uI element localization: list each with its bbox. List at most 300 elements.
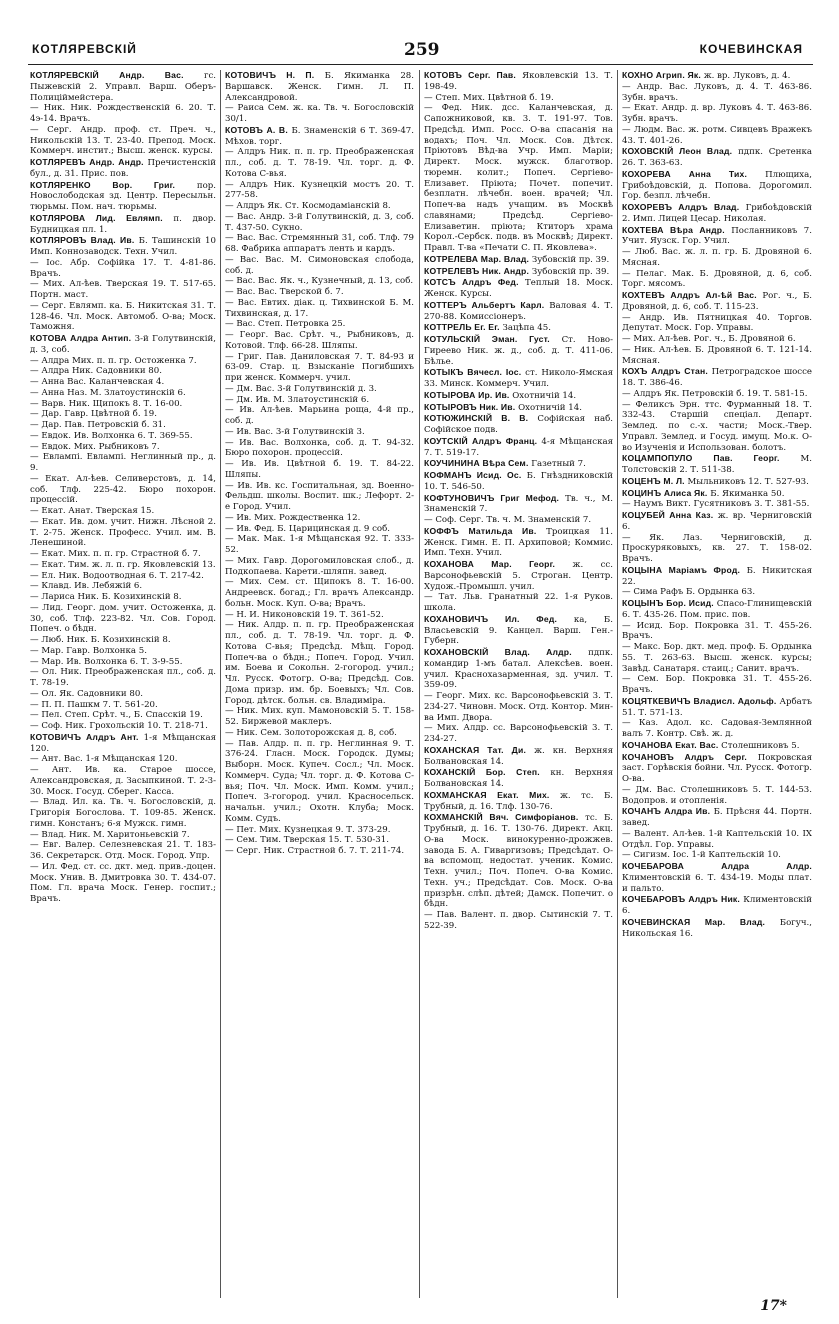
entry-details: ж. сс. Варсонофьевскій 5. Строган. Центр. Худож.-Промышл. учил. — [424, 560, 613, 592]
entry-details: — Ив. Мих. Рождественка 12. — [225, 512, 361, 523]
directory-entry — [622, 103, 812, 125]
directory-entry — [424, 614, 613, 647]
entry-surname: КОФФЪ Матильда Ив. — [424, 525, 537, 536]
entry-details: — Сигизм. Іос. 1-й Каптельскій 10. — [622, 850, 781, 861]
entry-surname: КОХАНОВА Мар. Георг. — [424, 559, 556, 569]
entry-details: — Ив. Вас. 3-й Голутвинскій 3. — [225, 426, 365, 437]
directory-entry — [30, 356, 216, 367]
entry-details: ж. кн. Верхняя Болвановская 14. — [424, 745, 613, 767]
entry-details: — Ив. Ив. кс. Госпитальная, зд. Военно-Фельдш. школы. Воспит. шк.; Лефорт. 2-е Город. Учил. — [225, 480, 414, 512]
directory-entry — [225, 481, 414, 513]
entry-details: — Лид. Георг. дом. учит. Остоженка, д. 30, соб. Тлф. 223-82. Чл. Сов. Город. Попеч. о бѣдн. — [30, 602, 216, 635]
directory-entry — [424, 367, 613, 390]
entry-surname: КОЦЫНА Маріамъ Фрод. — [622, 564, 741, 575]
directory-entry — [30, 635, 216, 646]
entry-surname: КОТОВЪ Серг. Пав. — [424, 70, 516, 80]
directory-column-2 — [225, 70, 414, 1298]
entry-details: — Анна Наз. М. Златоустинскій 6. — [30, 387, 186, 398]
entry-details: — Алдръ Ник. Кузнецкій мостъ 20. Т. 277-58. — [225, 179, 414, 201]
directory-entry — [30, 592, 216, 603]
directory-column-4 — [622, 70, 812, 1298]
entry-surname: КОЦЕНЪ М. Л. — [622, 475, 685, 486]
directory-entry — [424, 436, 613, 459]
entry-details: — Ол. Як. Садовники 80. — [30, 688, 144, 699]
entry-surname: КОТОВА Алдра Антип. — [30, 333, 132, 343]
running-head-left: КОТЛЯРЕВСКІЙ — [32, 42, 137, 56]
directory-entry — [424, 300, 613, 323]
entry-details: — Мар. Гавр. Волхонка 5. — [30, 645, 147, 656]
directory-entry — [424, 767, 613, 790]
entry-surname: КОТРЕЛЕВА Мар. Влад. — [424, 253, 530, 264]
directory-entry — [225, 212, 414, 234]
directory-entry — [424, 691, 613, 723]
entry-details: — Алдра Ник. Садовники 80. — [30, 366, 162, 377]
entry-details: Яковлевскій 13. Т. 198-49. — [424, 71, 613, 92]
entry-surname: КОТОВЪ А. В. — [225, 124, 288, 135]
entry-surname: КОЧЕВИНСКАЯ Мар. Влад. — [622, 916, 766, 927]
entry-details: — Як. Лаз. Черниговскій, д. Проскуряковыхъ, кв. 27. Т. 158-02. Врачъ. — [622, 532, 812, 564]
directory-entry — [622, 269, 812, 291]
running-head-right: КОЧЕВИНСКАЯ — [699, 42, 803, 56]
entry-surname: КОЧАНЪ Алдра Ив. — [622, 806, 711, 817]
directory-entry — [30, 388, 216, 399]
entry-details: — Екат. Тим. ж. л. п. гр. Яковлевскій 13. — [30, 559, 216, 570]
entry-details: Газетный 7. — [528, 459, 586, 470]
directory-entry — [30, 506, 216, 517]
entry-details: — Ив. Ал-ѣев. Марьина роща, 4-й пр., соб. д. — [225, 405, 414, 426]
directory-entry — [622, 850, 812, 861]
entry-details: ж. вр. Луковъ, д. 4. — [700, 71, 791, 81]
entry-details: Ст. Ново-Гиреево Ник. ж. д., соб. д. Т. 411-06. Бѣлье. — [424, 335, 613, 367]
directory-entry — [30, 431, 216, 442]
directory-entry — [30, 235, 216, 258]
page-number: 259 — [404, 40, 440, 60]
directory-entry — [30, 103, 216, 125]
directory-entry — [622, 861, 812, 894]
entry-surname: КОХОРЕВА Анна Тих. — [622, 168, 748, 179]
entry-details: — Евдок. Мих. Рыбниковъ 7. — [30, 441, 160, 452]
entry-details: — Алдра Мих. п. п. гр. Остоженка 7. — [30, 355, 197, 366]
directory-entry — [225, 405, 414, 427]
entry-details: — Ник. Ник. Рождественскій 6. 20. Т. 4э-14. Врачъ. — [30, 103, 216, 124]
entry-details: ст. Николо-Ямская 33. Минск. Коммерч. Учил. — [424, 368, 613, 389]
directory-entry — [30, 157, 216, 180]
entry-details: — Раиса Сем. ж. ка. Тв. ч. Богословскій 30/1. — [225, 103, 414, 124]
entry-details: — Пелаг. Мак. Б. Дровяной, д. 6, соб. Торг. мясомъ. — [622, 268, 812, 290]
directory-entry — [225, 125, 414, 148]
directory-entry — [622, 510, 812, 533]
entry-details: пдпк. Сретенка 26. Т. 363-63. — [622, 147, 812, 168]
entry-details: — Н. И. Никоновскій 19. Т. 361-52. — [225, 609, 384, 620]
entry-surname: КОТЫРОВА Ир. Ив. — [424, 389, 510, 400]
directory-entry — [622, 334, 812, 345]
entry-details: — Екат. Мих. п. п. гр. Страстной б. 7. — [30, 549, 201, 559]
directory-entry — [225, 556, 414, 578]
entry-surname: КОУЧИНИНА Вѣра Сем. — [424, 458, 529, 469]
directory-entry — [622, 202, 812, 225]
entry-details: — Георг. Вас. Срѣт. ч., Рыбниковъ, д. Котовой. Тлф. 66-28. Шляпы. — [225, 330, 414, 351]
entry-details: Б. Якиманка 50. — [707, 488, 785, 499]
directory-entry — [30, 301, 216, 333]
entry-details: — Соф. Ник. Грохольскій 10. Т. 218-71. — [30, 721, 208, 731]
entry-details: — Пав. Валент. п. двор. Сытинскій 7. Т. 522-39. — [424, 910, 613, 931]
directory-entry — [30, 840, 216, 862]
entry-details: Софійская наб. Софійское подв. — [424, 414, 613, 435]
directory-entry — [622, 146, 812, 169]
entry-details: — Вас. Андр. 3-й Голутвинскій, д. 3, соб. Т. 437-50. Сукно. — [225, 211, 414, 233]
entry-details: Зубовскій пр. 39. — [529, 254, 610, 265]
directory-entry — [30, 581, 216, 592]
directory-entry — [225, 298, 414, 320]
entry-details: М. Толстовскій 2. Т. 511-38. — [622, 454, 812, 475]
directory-entry — [622, 225, 812, 248]
page-header — [0, 0, 839, 66]
entry-details: — Люб. Ник. Б. Козихинскій 8. — [30, 635, 171, 645]
entry-details: — Мих. Гавр. Дорогомиловская слоб., д. Подкопаева. Карети.-шляпн. завед. — [225, 555, 414, 577]
entry-details: Климентовскій 6. — [622, 895, 812, 916]
entry-details: — Евдок. Ив. Волхонка 6. Т. 369-55. — [30, 430, 193, 441]
directory-entry — [30, 452, 216, 474]
directory-entry — [225, 384, 414, 395]
entry-details: — Пав. Алдр. п. п. гр. Неглинная 9. Т. 376-24. Гласн. Моск. Городск. Думы; Выборн. Моск. Купеч. Сосл.; Чл. Моск. Коммерч. Суда; Чл. торг. д. Ф. Котова С-вья; Поч. Чл. Моск. Имп. Комм. учил.; Попеч. 3-гогород. учил. Красносельск. начальн. учил.; Охотн. Клуба; Моск. Комм. Судъ. — [225, 738, 414, 824]
entry-details: Покровская заст. Горѣвскія бойни. Чл. Русск. Фотогр. О-ва. — [622, 752, 812, 784]
entry-details: — Степ. Мих. Цвѣтной б. 19. — [424, 92, 554, 103]
directory-entry — [225, 846, 414, 857]
directory-entry — [30, 667, 216, 689]
entry-details: — Макс. Бор. дкт. мед. проф. Б. Ордынка 55. Т. 263-63. Высш. женск. курсы; Завѣд. Санатаря. стаиц.; Санит. врачъ. — [622, 642, 812, 674]
entry-details: — Ел. Ник. Водоотводная 6. Т. 217-42. — [30, 570, 204, 581]
directory-entry — [424, 402, 613, 414]
entry-surname: КОТЫКЪ Вячесл. Іос. — [424, 367, 522, 378]
entry-details: Валовая 4. Т. 270-88. Комиссіонеръ. — [424, 300, 613, 322]
directory-entry — [225, 577, 414, 609]
entry-surname: КОЦУБЕЙ Анна Каз. — [622, 510, 714, 520]
entry-details: — Екат. Ив. дом. учит. Нижн. Лѣсной 2. Т. 2-75. Женск. Професс. Учил. им. В. Ленешиной. — [30, 516, 216, 549]
directory-entry — [622, 169, 812, 202]
entry-surname: КОТУЛЬСКІЙ Эман. Густ. — [424, 334, 550, 344]
directory-entry — [424, 745, 613, 768]
directory-entry — [424, 723, 613, 745]
directory-entry — [622, 829, 812, 851]
directory-entry — [30, 732, 216, 755]
entry-details: — Мар. Ив. Волхонка 6. Т. 3-9-55. — [30, 656, 183, 667]
entry-surname: КОТОВИЧЪ Алдръ Ант. — [30, 731, 139, 742]
directory-entry — [225, 330, 414, 352]
entry-details: — Исид. Бор. Покровка 31. Т. 455-26. Врачъ. — [622, 620, 812, 642]
entry-surname: КОТЛЯРЕВЪ Андр. Андр. — [30, 157, 144, 167]
directory-entry — [30, 657, 216, 668]
entry-details: Спасо-Глинищевскій 6. Т. 435-26. Пом. прис. пов. — [622, 599, 812, 620]
entry-surname: КОЧЕБАРОВЪ Алдръ Ник. — [622, 894, 741, 905]
directory-entry — [225, 147, 414, 179]
directory-entry — [622, 674, 812, 696]
entry-details: — Евлампі. Евлампі. Неглинный пр., д. 9. — [30, 452, 216, 473]
directory-entry — [424, 647, 613, 691]
entry-details: Грибоѣдовскій 2. Имп. Лицей Цесар. Николая. — [622, 203, 812, 224]
entry-details: — Евг. Валер. Селезневская 21. Т. 183-36. Секретарск. Отд. Моск. Город. Упр. — [30, 840, 216, 861]
directory-entry — [424, 790, 613, 813]
entry-surname: КОТТЕРЪ Альбертъ Карл. — [424, 299, 545, 310]
entry-surname: КОЦИНЪ Алиса Як. — [622, 487, 708, 498]
entry-surname: КОЧЕБАРОВА Алдра Алдр. — [622, 861, 812, 871]
entry-details: — Люб. Вас. ж. л. п. гр. Б. Дровяной 6. Мясная. — [622, 247, 812, 268]
entry-details: — Дм. Ив. М. Златоустинскій 6. — [225, 394, 370, 405]
directory-entry — [225, 610, 414, 621]
entry-details: — Серг. Ник. Страстной б. 7. Т. 211-74. — [225, 846, 405, 856]
directory-entry — [30, 517, 216, 549]
entry-surname: КОХОВСКІЙ Леон Влад. — [622, 146, 733, 157]
directory-entry — [225, 728, 414, 739]
entry-details: — Ол. Ник. Преображенская пл., соб. д. Т. 78-19. — [30, 667, 216, 688]
directory-entry — [424, 559, 613, 592]
entry-details: — Екат. Андр. д. вр. Луковъ 4. Т. 463-86. Зубн. врачъ. — [622, 103, 812, 124]
directory-entry — [622, 917, 812, 940]
entry-details: — Вас. Вас. Як. ч., Кузнечный, д. 13, соб. — [225, 276, 414, 287]
entry-details: Мыльниковъ 12. Т. 527-93. — [684, 476, 809, 487]
directory-entry — [622, 894, 812, 917]
entry-details: ка, Б. Власьевскій 9. Канцел. Варш. Ген.-Губерн. — [424, 614, 613, 647]
entry-surname: КОХНО Агрип. Як. — [622, 70, 701, 80]
directory-column-1 — [30, 70, 216, 1298]
column-divider — [617, 70, 618, 1298]
directory-entry — [622, 696, 812, 719]
entry-details: — Ил. Фед. ст. сс. дкт. мед. прив.-доцен. Моск. Унив. В. Дмитровка 30. Т. 434-07. Пом. Гл. врача Моск. Генер. госпит.; Врачъ. — [30, 861, 216, 904]
directory-entry — [30, 279, 216, 301]
directory-entry — [424, 413, 613, 436]
entry-details: — Сима Рафъ Б. Ордынка 63. — [622, 587, 756, 598]
entry-details: — Анна Вас. Каланчевская 4. — [30, 377, 165, 387]
directory-entry — [225, 513, 414, 524]
entry-details: — Серг. Андр. проф. ст. Преч. ч., Никольскій 13. Т. 23-40. Препод. Моск. Коммерч. инстит.; Высш. женск. курсы. — [30, 124, 216, 157]
directory-entry — [622, 247, 812, 269]
directory-entry — [30, 420, 216, 431]
entry-details: — Феликсъ Эрн. ттс. Фурманный 18. Т. 332-43. Старшій спеціал. Департ. Землед. по с.-х. части; Моск.-Твер. Управл. Землед. и Госуд. имущ. Мо.к. О-во Изученія и Использован. болотъ. — [622, 399, 812, 453]
directory-entry — [622, 806, 812, 829]
entry-details: 1-я Мѣщанская 120. — [30, 732, 216, 754]
directory-entry — [424, 70, 613, 93]
directory-entry — [622, 587, 812, 598]
directory-entry — [30, 399, 216, 410]
entry-details: — Лариса Ник. Б. Козихинскій 8. — [30, 592, 182, 602]
entry-details: 3-й Голутвинскій, д. 3, соб. — [30, 334, 216, 355]
directory-entry — [622, 125, 812, 147]
entry-details: — Ив. Вас. Волхонка, соб. д. Т. 94-32. Бюро похорон. процессій. — [225, 437, 414, 459]
entry-details: — Сем. Тим. Тверская 15. Т. 530-31. — [225, 835, 389, 846]
directory-entry — [424, 493, 613, 516]
entry-details: — Каз. Адол. кс. Садовая-Землянной валъ 7. Контр. Свѣ. ж. д. — [622, 718, 812, 739]
directory-entry — [30, 442, 216, 453]
entry-surname: КОТЛЯРОВА Лид. Евлямп. — [30, 212, 163, 223]
directory-entry — [225, 103, 414, 125]
directory-entry — [30, 603, 216, 635]
directory-entry — [622, 313, 812, 335]
directory-entry — [30, 830, 216, 841]
entry-details: 4-я Мѣщанская 7. Т. 519-17. — [424, 436, 613, 458]
directory-entry — [30, 560, 216, 571]
entry-details: — Алдръ Як. Петровскій б. 19. Т. 581-15. — [622, 388, 808, 399]
entry-details: пдпк. командир 1-мъ батал. Алексѣев. воен. учил. Краснохазарменная, зд. учил. Т. 359-09. — [424, 648, 613, 691]
entry-details: — Вас. Вас. Стремянный 31, соб. Тлф. 79 68. Фабрика аппаратъ ленть и кардъ. — [225, 233, 414, 254]
entry-details: Пречистенскій бул., д. 31. Прис. пов. — [30, 158, 216, 179]
entry-surname: КОХАНСКІЙ Бор. Степ. — [424, 767, 540, 778]
entry-details: — Людм. Вас. ж. ротм. Сивцевъ Вражекъ 43. Т. 401-26. — [622, 124, 812, 146]
directory-entry — [424, 322, 613, 334]
directory-entry — [622, 785, 812, 807]
entry-details: Зубовскій пр. 39. — [529, 266, 610, 277]
entry-details: — Ник. Ал-ѣев. Б. Дровяной 6. Т. 121-14. Мясная. — [622, 344, 812, 366]
entry-details: — Ант. Вас. 1-я Мѣщанская 120. — [30, 754, 178, 765]
directory-entry — [30, 646, 216, 657]
entry-surname: КОТОВИЧЪ Н. П. — [225, 70, 315, 80]
entry-details: Рог. ч., Б. Дровяной, д. 6, соб. Т. 115-23. — [622, 291, 812, 312]
directory-entry — [424, 390, 613, 402]
directory-entry — [30, 862, 216, 905]
entry-details: — Ник. Мих. куп. Мамоновскій 5. Т. 158-52. Биржевой маклеръ. — [225, 706, 414, 727]
directory-entry — [622, 366, 812, 389]
entry-details: тс. Б. Трубный, д. 16. Т. 130-76. Директ. Акц. О-ва Моск. винокуренно-дрожжев. завода Б. А. Гиваргизовъ; Предсѣдат. О-ва вспомощ. недостат. ученик. Комис. Техн. учил.; Поч. Попеч. О-ва Комис. Техн. уч.; Предсѣдат. Сов. Моск. О-ва призрѣн. слѣп. дѣтей; Дамск. Попечит. о бѣдн. — [424, 813, 613, 910]
directory-entry — [30, 409, 216, 420]
entry-details: — Дм. Вас. 3-й Голутвинскій д. 3. — [225, 383, 377, 394]
entry-details: — Алдръ Ник. п. п. гр. Преображенская пл., соб. д. Т. 78-19. Чл. торг. д. Ф. Котова С-вья. — [225, 147, 414, 179]
entry-details: — Сем. Бор. Покровка 31. Т. 455-26. Врачъ. — [622, 674, 812, 695]
entry-details: Тв. ч., М. Знаменскій 7. — [424, 493, 613, 515]
directory-entry — [225, 201, 414, 212]
entry-surname: КОХМАНСКІЙ Вяч. Симфоріанов. — [424, 812, 579, 823]
column-divider — [419, 70, 420, 1298]
entry-details: — Серг. Евлямп. ка. Б. Никитская 31. Т. 128-46. Чл. Моск. Автомоб. О-ва; Моск. Таможня. — [30, 300, 216, 333]
directory-entry — [424, 592, 613, 614]
entry-details: Б. Якиманка 28. Варшавск. Женск. Гимн. Л. П. Александровой. — [225, 71, 414, 103]
entry-surname: КОХТЕВА Вѣра Андр. — [622, 224, 725, 235]
directory-entry — [225, 352, 414, 384]
directory-entry — [622, 718, 812, 740]
entry-details: — Мих. Алдр. сс. Варсонофьевскій 3. Т. 234-27. — [424, 723, 613, 744]
entry-details: — Клавд. Ив. Лебяжій 6. — [30, 581, 143, 592]
directory-entry — [225, 427, 414, 438]
directory-entry — [622, 740, 812, 752]
directory-entry — [225, 825, 414, 836]
directory-entry — [30, 258, 216, 280]
entry-details: — Мих. Сем. ст. Щипокъ 8. Т. 16-00. Андреевск. богад.; Гл. врачъ Александр. больн. Моск. Куп. О-ва; Врачъ. — [225, 577, 414, 609]
directory-entry — [225, 835, 414, 846]
entry-surname: КОТЫРОВЪ Ник. Ив. — [424, 401, 516, 412]
entry-details: — Дар. Пав. Петровскій б. 31. — [30, 420, 166, 430]
entry-details: — Пет. Мих. Кузнецкая 9. Т. 373-29. — [225, 824, 391, 835]
entry-details: Богуч., Никольская 16. — [622, 917, 812, 939]
directory-entry — [225, 706, 414, 728]
entry-details: Б. Ташинскій 10 Имп. Коннозаводск. Техн. Учил. — [30, 236, 216, 257]
entry-surname: КОТЛЯРЕВСКІЙ Андр. Вас. — [30, 70, 184, 80]
directory-column-3 — [424, 70, 613, 1298]
directory-entry — [30, 333, 216, 356]
entry-details: ж. тс. Б. Трубный, д. 16. Тлф. 130-76. — [424, 790, 613, 812]
directory-entry — [225, 70, 414, 103]
directory-entry — [30, 721, 216, 732]
directory-entry — [622, 453, 812, 476]
directory-entry — [30, 710, 216, 721]
entry-surname: КОХТЕВЪ Алдръ Ал-ѣй Вас. — [622, 290, 757, 300]
directory-entry — [424, 812, 613, 910]
entry-surname: КОХАНОВСКІЙ Влад. Алдр. — [424, 647, 572, 657]
directory-entry — [424, 458, 613, 470]
column-divider — [220, 70, 221, 1298]
entry-details: пор. Новослободская зд. Центр. Пересыльн. тюрьмы. Пом. нач. тюрьмы. — [30, 180, 216, 212]
entry-surname: КОФМАНЪ Исид. Ос. — [424, 470, 522, 480]
entry-details: Охотничій 14. — [515, 402, 582, 413]
directory-entry — [30, 754, 216, 765]
entry-details: — Андр. Вас. Луковъ, д. 4. Т. 463-86. Зубн. врачъ. — [622, 81, 812, 103]
entry-details: Петроградское шоссе 18. Т. 386-46. — [622, 367, 812, 388]
directory-entry — [225, 534, 414, 556]
directory-entry — [30, 549, 216, 560]
directory-entry — [622, 290, 812, 313]
entry-details: — Григ. Пав. Даниловская 7. Т. 84-93 и 63-09. Стар. ц. Взысканіе Погибшихъ при женск. Коммерч. учил. — [225, 351, 414, 383]
directory-entry — [30, 213, 216, 236]
entry-surname: КОХМАНСКАЯ Екат. Мих. — [424, 789, 550, 800]
directory-entry — [225, 739, 414, 825]
directory-entry — [424, 254, 613, 266]
directory-entry — [225, 524, 414, 535]
directory-entry — [30, 70, 216, 103]
directory-entry — [622, 82, 812, 104]
entry-details: — Ник. Алдр. п. п. гр. Преображенская пл., соб. д. Т. 78-19. Чл. торг. д. Ф. Котова С-вья; Предсѣд. Мѣщ. Город. Попеч-ва о бѣдн.; Попеч. Город. Учил. им. Боева и Сокольн. 2-гогород. учил.; Чл. Русск. Фотогр. О-ва; Предсѣд. Сов. Дома призр. им. бр. Боевыхъ; Чл. Сов. Город. дѣтск. больн. св. Владиміра. — [225, 620, 414, 706]
entry-surname: КОТЮЖИНСКІЙ В. В. — [424, 413, 529, 424]
directory-entry — [424, 910, 613, 932]
entry-details: — Вас. Вас. Тверской б. 7. — [225, 287, 344, 297]
entry-details: — Вас. Вас. М. Симоновская слобода, соб. д. — [225, 254, 414, 276]
directory-entry — [30, 180, 216, 213]
entry-details: — Тат. Льв. Гранатный 22. 1-я Руков. школа. — [424, 592, 613, 613]
entry-details: — Валент. Ал-ѣев. 1-й Каптельскій 10. IX Отдѣл. Гор. Управы. — [622, 828, 812, 850]
entry-details: — Мих. Ал-ѣев. Тверская 19. Т. 517-65. Портн. маст. — [30, 279, 216, 300]
directory-entry — [424, 93, 613, 104]
entry-details: Климентовскій 6. Т. 434-19. Моды плат. и пальто. — [622, 872, 812, 894]
directory-entry — [30, 474, 216, 506]
signature-mark: 17* — [760, 1298, 787, 1314]
entry-details: — Дар. Гавр. Цвѣтной б. 19. — [30, 409, 157, 420]
header-rule — [28, 64, 813, 65]
entry-details: Плющиха, Грибоѣдовскій, д. Попова. Дорогомил. Гор. безпл. лѣчебн. — [622, 169, 812, 202]
directory-entry — [30, 377, 216, 388]
entry-details: п. двор. Будницкая пл. 1. — [30, 213, 216, 235]
directory-entry — [424, 515, 613, 526]
entry-details: — П. П. Пашкм 7. Т. 561-20. — [30, 699, 158, 710]
entry-details: — Фед. Ник. дсс. Каланчевская, д. Сапожниковой, кв. 3. Т. 191-97. Тов. Предсѣд. Имп. Росс. О-ва спасанія на водахъ; Поч. Чл. Моск. Сов. Дѣтск. Пріютовъ Вѣд-ва Учр. Имп. Маріи; Директ. Моск. мужск. благотвор. тюремн. колит.; Попеч. Сергіево-Елизавет. Пріюта; Почет. попечит. безплатн. лѣчебн. воен. врачей; Чл. Попеч-ва надъ учащим. въ Москвѣ славянами; Предсѣд. Сергіево-Елизаветин. пріюта; Ктиторъ храма Корол.-Сербск. подв. въ Москвѣ; Директ. Правл. Т-ва «Печати С. П. Яковлева». — [424, 103, 613, 253]
entry-surname: КОЦАМПОПУЛО Пав. Георг. — [622, 453, 780, 464]
entry-details: — Екат. Анат. Тверская 15. — [30, 506, 155, 516]
directory-entry — [622, 499, 812, 510]
directory-entry — [424, 266, 613, 278]
directory-entry — [30, 571, 216, 582]
entry-details: — Варв. Ник. Щипокъ 8. Т. 16-00. — [30, 398, 183, 409]
directory-entry — [225, 287, 414, 298]
entry-details: Посланниковъ 7. Учит. Яузск. Гор. Учил. — [622, 225, 812, 247]
entry-details: Б. Прѣсня 44. Портн. завед. — [622, 807, 812, 828]
entry-details: — Андр. Ив. Пятницкая 40. Торгов. Депутат. Моск. Гор. Управы. — [622, 312, 812, 334]
entry-surname: КОХЪ Алдръ Стан. — [622, 366, 708, 377]
entry-details: — Ив. Ив. Цвѣтной б. 19. Т. 84-22. Шляпы. — [225, 459, 414, 480]
entry-details: — Екат. Ал-ѣев. Селиверстовъ, д. 14, соб. Тлф. 225-42. Бюро похорон. процессій. — [30, 473, 216, 506]
entry-details: — Алдръ Як. Ст. Космодаміанскій 8. — [225, 201, 391, 211]
directory-entry — [225, 459, 414, 481]
entry-surname: КОТЛЯРОВЪ Влад. Ив. — [30, 235, 135, 246]
directory-entry — [622, 565, 812, 588]
directory-entry — [622, 70, 812, 82]
entry-details: — Мих. Ал-ѣев. Рог. ч., Б. Дровяной 6. — [622, 334, 796, 344]
entry-details: Охотничій 14. — [509, 390, 577, 401]
directory-entry — [30, 689, 216, 700]
directory-entry — [30, 797, 216, 829]
